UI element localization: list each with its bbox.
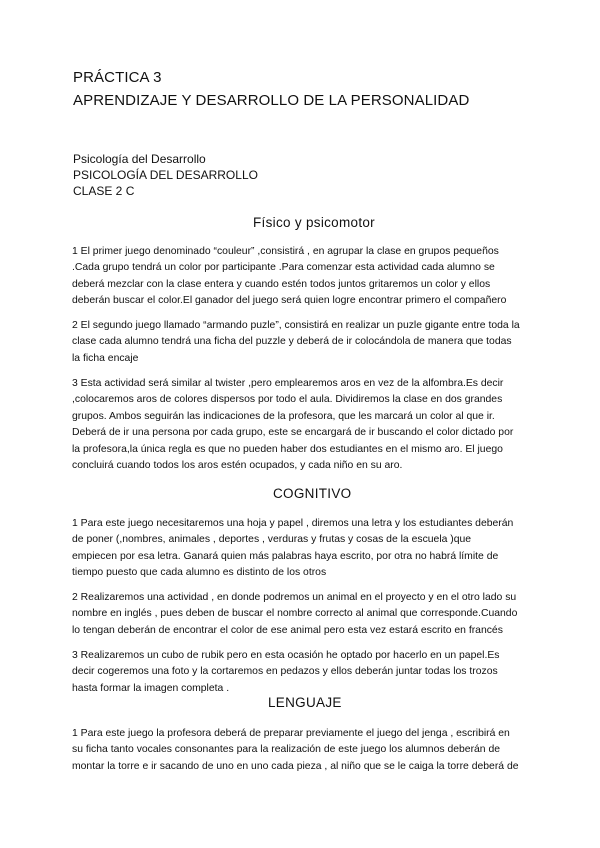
practice-subtitle: APRENDIZAJE Y DESARROLLO DE LA PERSONALIDAD <box>73 92 470 109</box>
section-heading-fisico: Físico y psicomotor <box>253 215 375 230</box>
section-heading-lenguaje: LENGUAJE <box>268 695 342 710</box>
text-line: ,colocaremos aros de colores dispersos por todo el aula. Dividiremos la clase en dos grandes <box>72 394 503 406</box>
paragraph-fisico-3 <box>72 376 552 474</box>
text-line: Deberá de ir una persona por cada grupo, este se encargará de ir buscando el color dictado por <box>72 427 514 439</box>
subject-name-caps: PSICOLOGÍA DEL DESARROLLO <box>73 168 258 182</box>
text-line: concluirá cuando todos los aros estén ocupados, y cada niño en su aro. <box>72 460 403 472</box>
text-line: 2 Realizaremos una actividad , en donde podremos un animal en el proyecto y en el otro lado su <box>72 592 517 603</box>
class-label: CLASE 2 C <box>73 184 135 198</box>
subject-name: Psicología del Desarrollo <box>73 152 206 166</box>
text-line: deberán buscar el color.El ganador del juego será quien logre encontrar primero el compañero <box>72 295 507 307</box>
practice-title: PRÁCTICA 3 <box>73 69 162 86</box>
text-line: hasta formar la imagen completa . <box>72 682 230 694</box>
paragraph-cognitivo-2 <box>72 590 552 639</box>
paragraph-fisico-1 <box>72 244 552 310</box>
text-line: la ficha encaje <box>72 352 139 364</box>
text-line: grupos. Ambos seguirán las indicaciones de la profesora, que les marcará un color al que ir. <box>72 410 495 422</box>
text-line: decir cogeremos una foto y la cortaremos en pedazos y ellos deberán juntar todas los trozos <box>72 666 498 678</box>
text-line: su ficha tanto vocales consonantes para la realización de este juego los alumnos deberán de <box>72 744 501 756</box>
text-line: tiempo puesto que cada alumno es distinto de los otros <box>72 567 327 579</box>
text-line: 1 Para este juego la profesora deberá de preparar previamente el juego del jenga , escribirá en <box>72 728 510 739</box>
text-line: la profesora,la única regla es que no pueden haber dos estudiantes en el mismo aro. El juego <box>72 443 503 455</box>
text-line: nombre en inglés , pues deben de buscar el nombre correcto al animal que corresponde.Cuando <box>72 608 518 620</box>
text-line: 3 Esta actividad será similar al twister ,pero emplearemos aros en vez de la alfombra.Es decir <box>72 378 504 389</box>
text-line: montar la torre e ir sacando de uno en uno cada pieza , al niño que se le caiga la torre deberá de <box>72 760 519 772</box>
text-line: 2 El segundo juego llamado “armando puzle”, consistirá en realizar un puzle gigante entre toda la <box>72 320 520 331</box>
text-line: de poner (,nombres, animales , deportes , verduras y frutas y cosas de la escuela )que <box>72 534 472 546</box>
text-line: 1 El primer juego denominado “couleur” ,consistirá , en agrupar la clase en grupos pequeños <box>72 246 499 257</box>
text-line: clase cada alumno tendrá una ficha del puzzle y deberá de ir colocándola de manera que todas <box>72 336 512 348</box>
text-line: empiecen por esa letra. Ganará quien más palabras haya escrito, por otra no habrá límite de <box>72 550 499 562</box>
paragraph-cognitivo-3 <box>72 648 552 697</box>
section-heading-cognitivo: COGNITIVO <box>273 486 352 501</box>
text-line: 1 Para este juego necesitaremos una hoja y papel , diremos una letra y los estudiantes deberán <box>72 518 514 529</box>
text-line: 3 Realizaremos un cubo de rubik pero en esta ocasión he optado por hacerlo en un papel.Es <box>72 650 500 661</box>
text-line: .Cada grupo tendrá un color por participante .Para comenzar esta actividad cada alumno se <box>72 262 495 274</box>
paragraph-cognitivo-1 <box>72 516 552 582</box>
text-line: deberá mezclar con la clase entera y cuando estén todos juntos gritaremos un color y ellos <box>72 278 491 290</box>
paragraph-fisico-2 <box>72 318 552 367</box>
paragraph-lenguaje-1 <box>72 726 552 775</box>
text-line: lo tengan deberán de encontrar el color de ese animal pero esta vez estará escrito en francés <box>72 624 503 636</box>
